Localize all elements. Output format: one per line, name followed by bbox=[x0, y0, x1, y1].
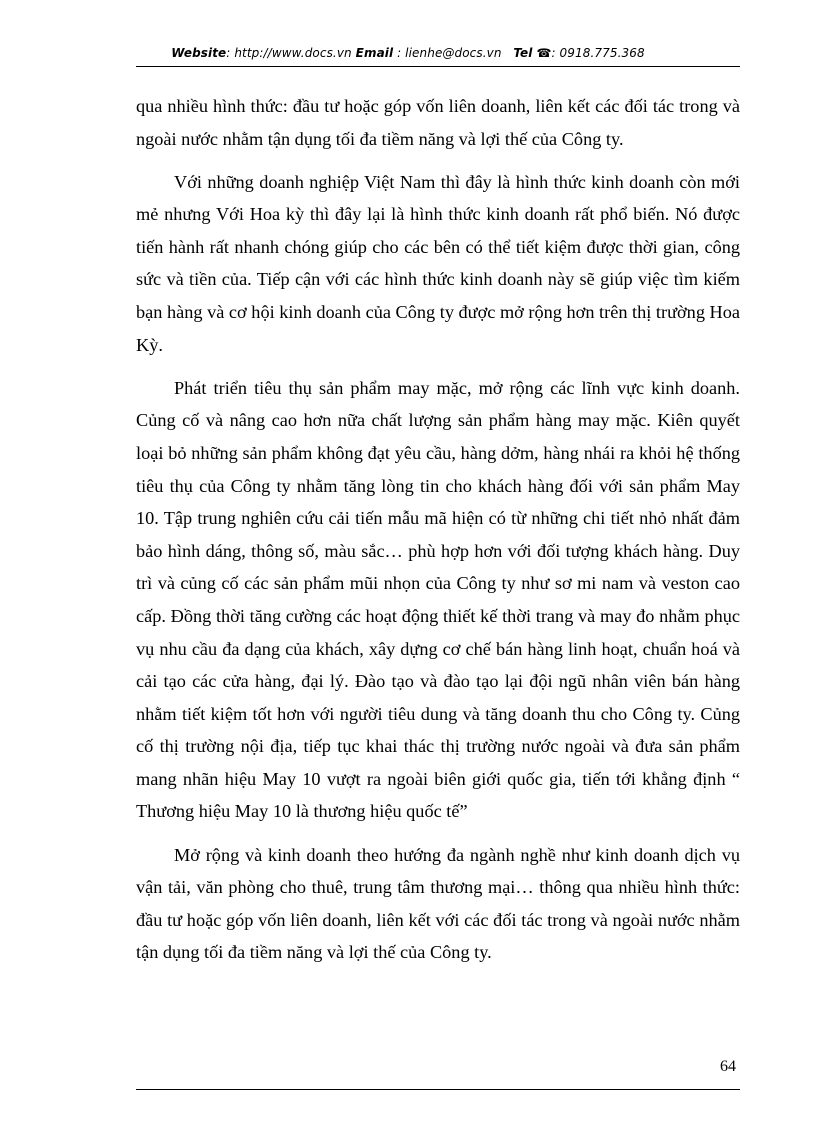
header-divider bbox=[136, 66, 740, 67]
email-value: : lienhe@docs.vn bbox=[397, 46, 502, 60]
page-header bbox=[136, 46, 680, 60]
footer-divider bbox=[136, 1089, 740, 1090]
website-label: Website bbox=[171, 46, 227, 60]
website-value: : http://www.docs.vn bbox=[226, 46, 352, 60]
tel-label: Tel bbox=[513, 46, 533, 60]
page-number: 64 bbox=[720, 1058, 736, 1075]
paragraph-1: qua nhiều hình thức: đầu tư hoặc góp vốn liên doanh, liên kết các đối tác trong và ngoài nước nhằm tận dụng tối đa tiềm năng và lợi thế của Công ty. bbox=[136, 96, 740, 149]
paragraph-4: Mở rộng và kinh doanh theo hướng đa ngành nghề như kinh doanh dịch vụ vận tải, văn phòng cho thuê, trung tâm thương mại… thông qua nhiều hình thức: đầu tư hoặc góp vốn liên doanh, liên kết với các đối tác trong và ngoài nước nhằm tận dụng tối đa tiềm năng và lợi thế của Công ty. bbox=[136, 844, 740, 963]
email-label: Email bbox=[355, 46, 394, 60]
document-body bbox=[136, 90, 740, 979]
paragraph-2: Với những doanh nghiệp Việt Nam thì đây là hình thức kinh doanh còn mới mẻ nhưng Với Hoa kỳ thì đây lại là hình thức kinh doanh rất phổ biến. Nó được tiến hành rất nhanh chóng giúp cho các bên có thể tiết kiệm được thời gian, công sức và tiền của. Tiếp cận với các hình thức kinh doanh này sẽ giúp việc tìm kiếm bạn hàng và cơ hội kinh doanh của Công ty được mở rộng hơn trên thị trường Hoa Kỳ. bbox=[136, 171, 740, 355]
paragraph-3: Phát triển tiêu thụ sản phẩm may mặc, mở rộng các lĩnh vực kinh doanh. Củng cố và nâng cao hơn nữa chất lượng sản phẩm hàng may mặc. Kiên quyết loại bỏ những sản phẩm không đạt yêu cầu, hàng dởm, hàng nhái ra khỏi hệ thống tiêu thụ của Công ty nhằm tăng lòng tin cho khách hàng đối với sản phẩm May 10. Tập trung nghiên cứu cải tiến mẫu mã hiện có từ những chi tiết nhỏ nhất đảm bảo hình dáng, thông số, màu sắc… phù hợp hơn với đối tượng khách hàng. Duy trì và củng cố các sản phẩm mũi nhọn của Công ty như sơ mi nam và veston cao cấp. Đồng thời tăng cường các hoạt động thiết kế thời trang và may đo nhằm phục vụ nhu cầu đa dạng của khách, xây dựng cơ chế bán hàng linh hoạt, chuẩn hoá và cải tạo các cửa hàng, đại lý. Đào tạo và đào tạo lại đội ngũ nhân viên bán hàng nhằm tiết kiệm tốt hơn với người tiêu dung và tăng doanh thu cho Công ty. Củng cố thị trường nội địa, tiếp tục khai thác thị trường nước ngoài và đưa sản phẩm mang nhãn hiệu May 10 vượt ra ngoài biên giới quốc gia, tiến tới khẳng định “ Thương hiệu May 10 là thương hiệu quốc tế” bbox=[136, 377, 740, 822]
phone-icon: ☎ bbox=[536, 46, 552, 60]
tel-value: : 0918.775.368 bbox=[551, 46, 645, 60]
